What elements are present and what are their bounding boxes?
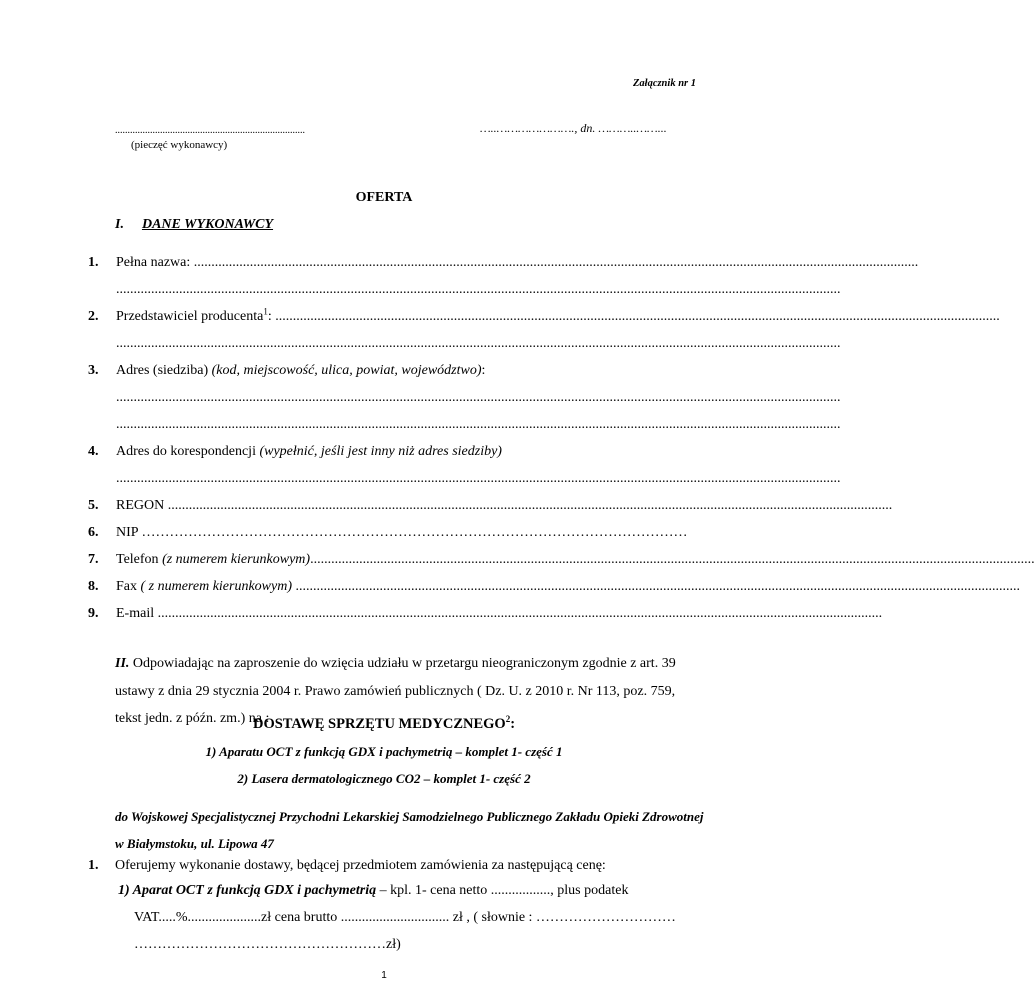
field-correspondence-address: 4. Adres do korespondencji (wypełnić, jeśli jest inny niż adres siedziby)	[88, 444, 502, 459]
field-email: 9. E-mail ...............................................................................................................................................................................................................	[88, 606, 883, 621]
field-producer-rep: 2. Przedstawiciel producenta$^1$: ...............................................................................................................................................................................................................	[88, 306, 1000, 324]
tender-item-2: 2) Lasera dermatologicznego CO2 – komplet 1- część 2	[237, 771, 531, 786]
recipient-text: do Wojskowej Specjalistycznej Przychodni Lekarskiej Samodzielnego Publicznego Zakładu Opieki Zdrowotnej w Białymstoku, ul. Lipowa 47	[115, 809, 704, 851]
field-address: 3. Adres (siedziba) (kod, miejscowość, ulica, powiat, województwo):	[88, 363, 486, 378]
place-date-field: …..…………………., dn. ………..……...	[480, 121, 667, 135]
stamp-label: (pieczęć wykonawcy)	[131, 139, 228, 151]
field-regon: 5. REGON ...............................................................................................................................................................................................................	[88, 498, 893, 513]
stamp-dots: ............................................................................	[115, 125, 305, 136]
page-number: 1	[381, 970, 387, 981]
field-nip: 6. NIP ………………………………………………………………………………………………………	[88, 525, 688, 540]
offer-vat-line: VAT.....%.....................zł cena brutto ............................... zł , ( słownie : …………………………	[134, 910, 676, 925]
field-correspondence-line2: ...............................................................................................................................................................................................................	[116, 471, 841, 486]
offer-item-1: 1) Aparat OCT z funkcją GDX i pachymetrią – kpl. 1- cena netto ................., plus podatek	[118, 883, 629, 898]
section-2-paragraph: II. Odpowiadając na zaproszenie do wzięcia udziału w przetargu nieograniczonym zgodnie z art. 39 ustawy z dnia 29 stycznia 2004 r. Prawo zamówień publicznych ( Dz. U. z 2010 r. Nr 113, poz. 759, tekst jedn. z późn. zm.) na :	[115, 656, 676, 726]
section-1-title: DANE WYKONAWCY	[141, 217, 274, 232]
field-producer-rep-line2: ...............................................................................................................................................................................................................	[116, 336, 841, 351]
offer-words-line: ………………………………………………zł)	[134, 937, 401, 952]
section-1-heading	[115, 217, 273, 233]
page-title: OFERTA	[355, 190, 413, 205]
field-full-name-line2: ...............................................................................................................................................................................................................	[116, 282, 841, 297]
offer-number: 1.	[88, 858, 99, 873]
section-1-number: I.	[115, 217, 124, 232]
field-fax: 8. Fax ( z numerem kierunkowym) ...............................................................................................................................................................................................................	[88, 579, 1020, 594]
field-full-name: 1. Pełna nazwa: ...............................................................................................................................................................................................................	[88, 255, 919, 270]
section-2-heading: DOSTAWĘ SPRZĘTU MEDYCZNEGO$^2$:	[252, 714, 516, 732]
field-address-line3: ...............................................................................................................................................................................................................	[116, 417, 841, 432]
annex-label: Załącznik nr 1	[632, 78, 696, 89]
tender-item-1: 1) Aparatu OCT z funkcją GDX i pachymetrią – komplet 1- część 1	[205, 744, 563, 759]
field-phone: 7. Telefon (z numerem kierunkowym)...............................................................................................................................................................................................................	[88, 552, 1035, 567]
field-address-line2: ...............................................................................................................................................................................................................	[116, 390, 841, 405]
offer-text: Oferujemy wykonanie dostawy, będącej przedmiotem zamówienia za następującą cenę:	[115, 858, 606, 873]
